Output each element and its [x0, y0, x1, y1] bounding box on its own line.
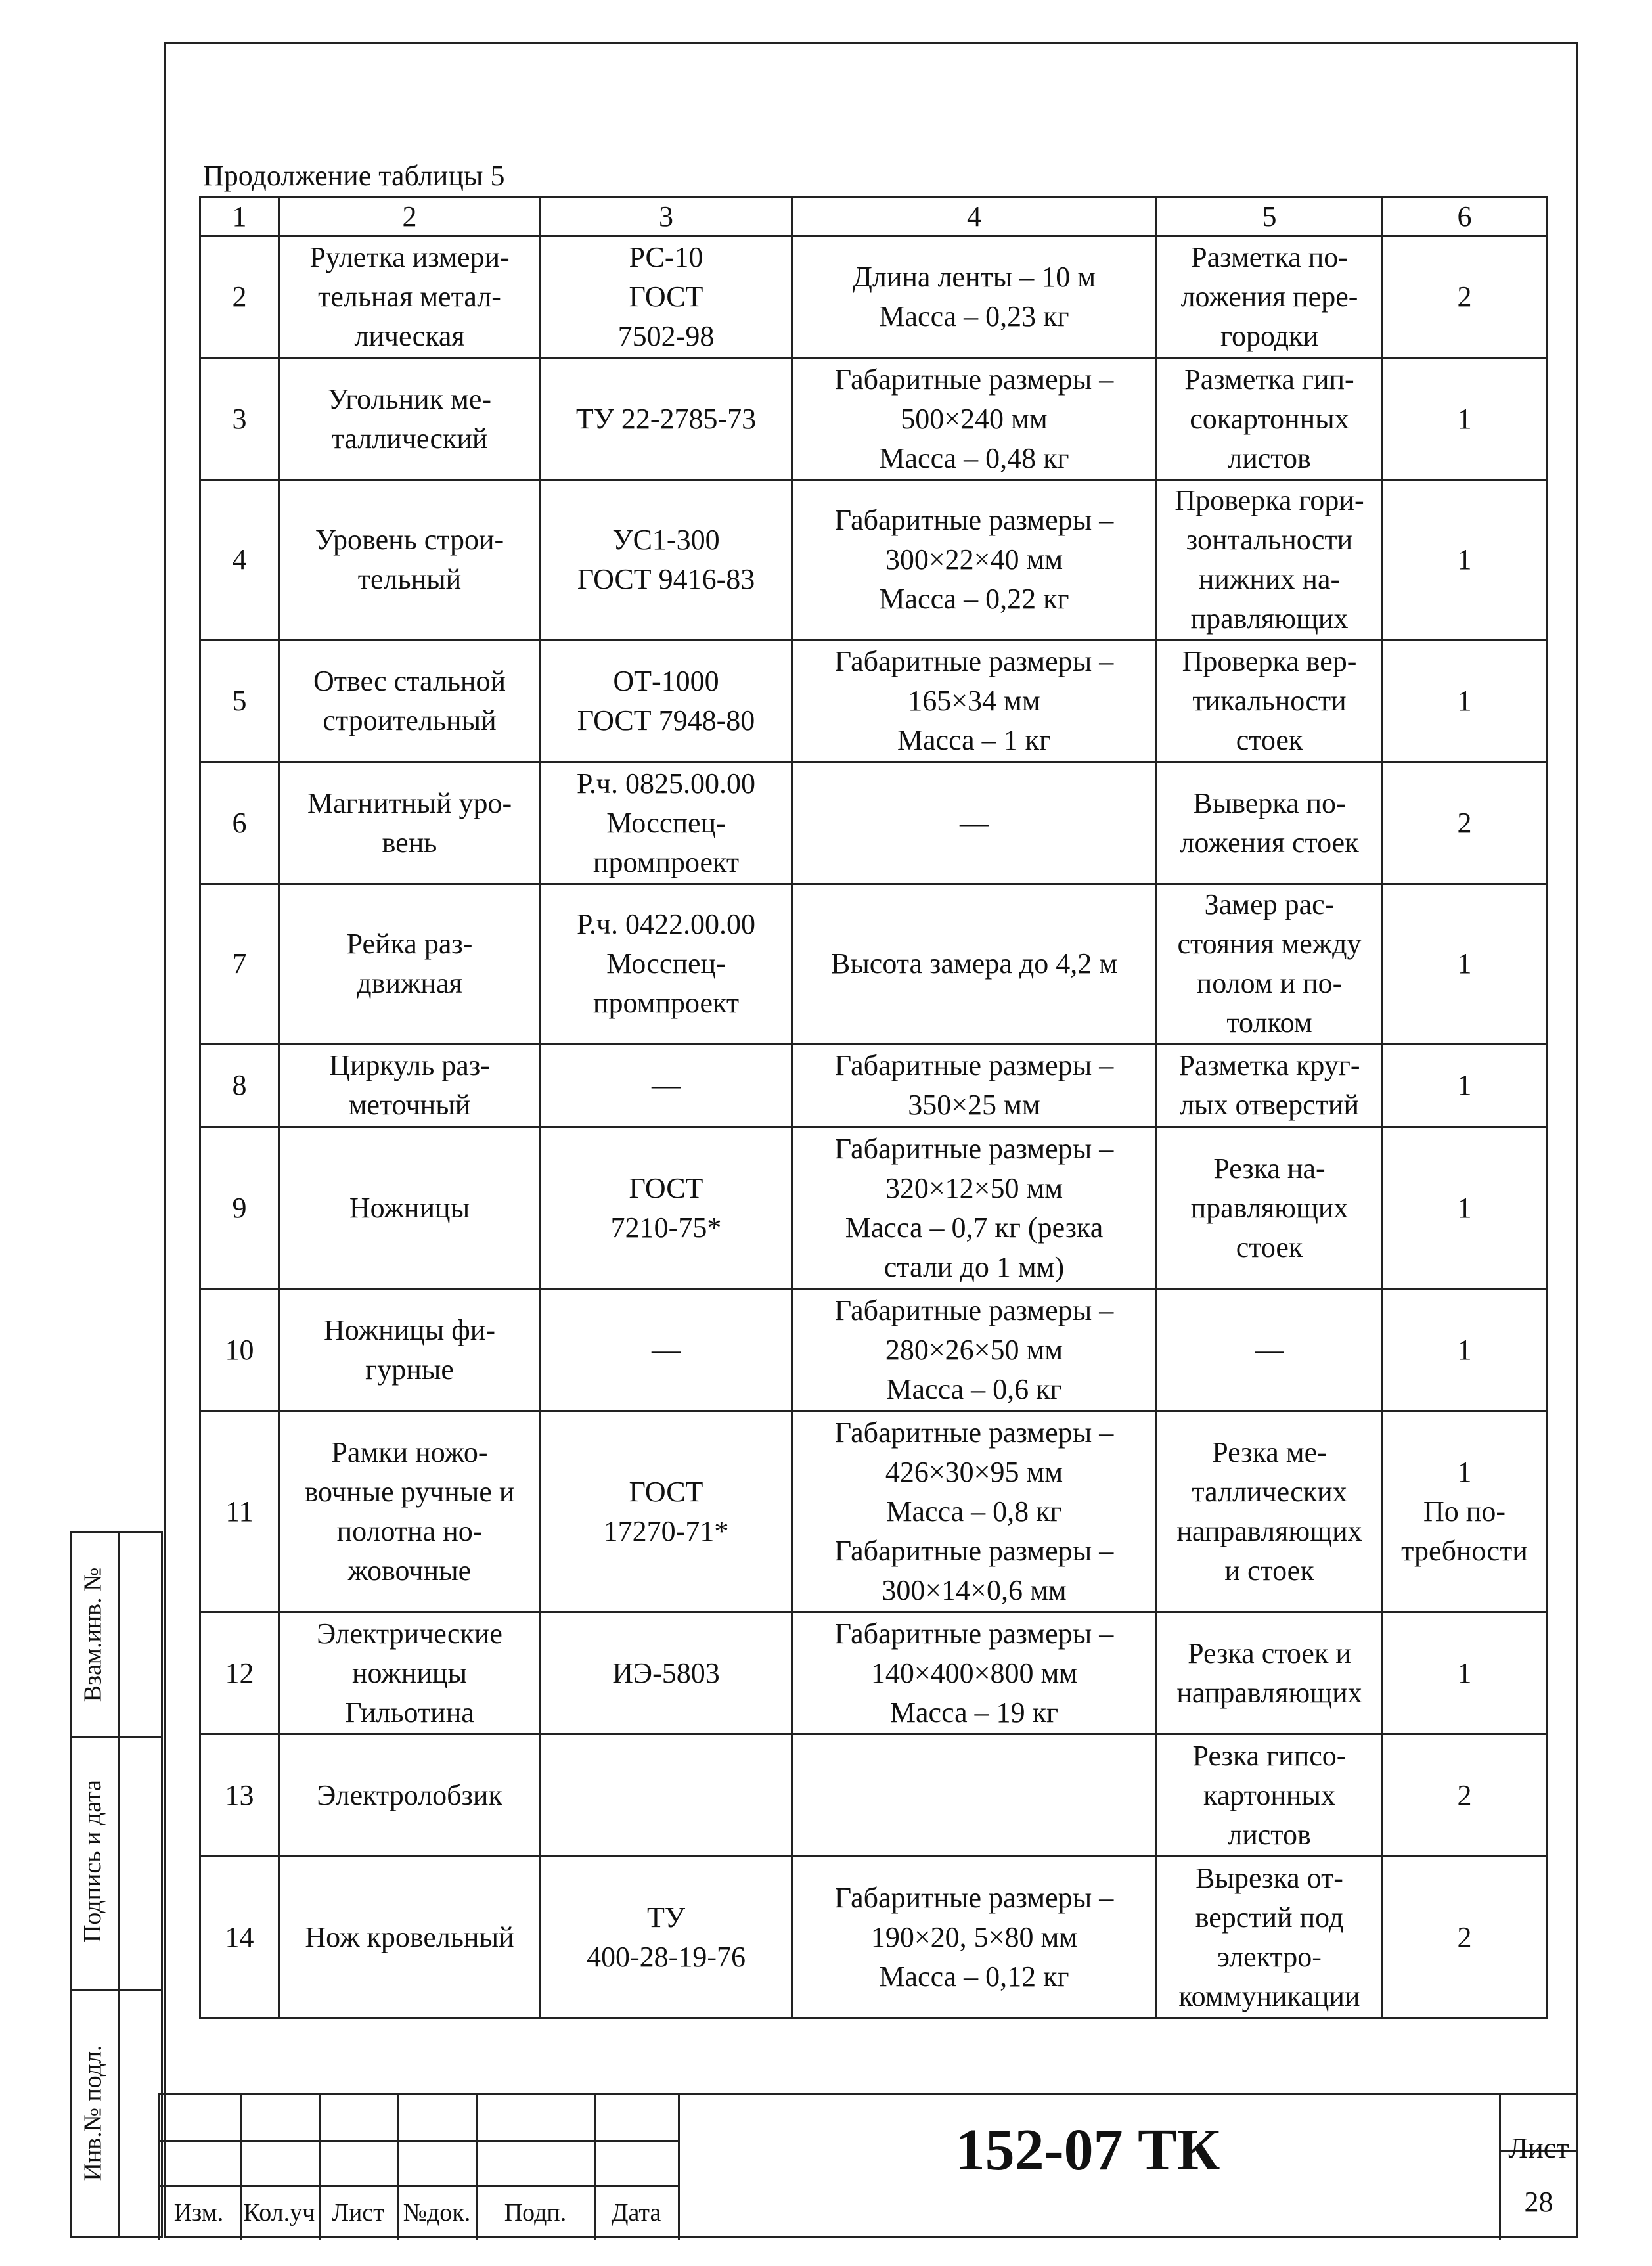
cell-text-line: тикальности: [1192, 684, 1347, 717]
cell-text-line: Габаритные размеры –: [834, 1534, 1114, 1567]
cell-text-line: Резка на-: [1213, 1152, 1326, 1185]
cell-text-line: листов: [1228, 442, 1311, 474]
cell-text-line: —: [652, 1069, 681, 1101]
cell-text-line: 7502-98: [617, 320, 715, 352]
document-cell: [541, 1044, 792, 1127]
quantity-cell: [1383, 1857, 1547, 2018]
row-number-cell: 13: [200, 1734, 279, 1857]
quantity-cell: [1383, 480, 1547, 640]
document-cell: [541, 1612, 792, 1734]
cell-text-line: Нож кровельный: [305, 1920, 514, 1953]
cell-text-line: Масса – 1 кг: [897, 723, 1052, 756]
cell-text-line: направляющих: [1176, 1676, 1362, 1709]
cell-text-line: 1: [1457, 1333, 1472, 1366]
cell-text-line: ложения стоек: [1180, 826, 1359, 859]
document-cell: [541, 640, 792, 762]
purpose-cell: [1157, 237, 1383, 358]
cell-text-line: ГОСТ 9416-83: [577, 563, 755, 595]
cell-text-line: Габаритные размеры –: [834, 363, 1114, 396]
purpose-cell: [1157, 884, 1383, 1044]
specification-cell: [792, 1411, 1157, 1612]
cell-text-line: промпроект: [592, 987, 740, 1019]
cell-text-line: ИЭ-5803: [612, 1656, 720, 1689]
cell-text-line: стоек: [1236, 723, 1303, 756]
specification-cell: [792, 480, 1157, 640]
cell-text-line: городки: [1220, 320, 1318, 352]
cell-text-line: 2: [1457, 281, 1472, 313]
cell-text-line: Разметка круг-: [1178, 1049, 1360, 1081]
table-row: [200, 237, 1547, 358]
cell-text-line: Рулетка измери-: [309, 241, 510, 273]
tool-name-cell: [279, 1612, 541, 1734]
tool-name-cell: [279, 1411, 541, 1612]
specification-cell: [792, 237, 1157, 358]
cell-text-line: ГОСТ: [629, 1171, 703, 1204]
cell-text-line: ножницы: [351, 1656, 468, 1689]
cell-text-line: Масса – 0,12 кг: [879, 1960, 1069, 1993]
row-number-cell: 12: [200, 1612, 279, 1734]
cell-text-line: вочные ручные и: [304, 1475, 515, 1508]
cell-text-line: коммуникации: [1178, 1980, 1360, 2012]
original-inventory-label: Инв.№ подл.: [79, 2044, 107, 2181]
title-block-col-label: №док.: [403, 2199, 471, 2227]
column-header: 3: [541, 198, 792, 237]
row-number-cell: 7: [200, 884, 279, 1044]
cell-text-line: электро-: [1217, 1940, 1322, 1973]
table-row: [200, 480, 1547, 640]
row-number-cell: 11: [200, 1411, 279, 1612]
tool-name-cell: [279, 884, 541, 1044]
column-header: 1: [200, 198, 279, 237]
table-row: [200, 1044, 1547, 1127]
row-number-cell: 4: [200, 480, 279, 640]
cell-text-line: Резка ме-: [1212, 1436, 1327, 1468]
cell-text-line: Ножницы фи-: [324, 1313, 495, 1346]
row-number-cell: 3: [200, 358, 279, 480]
purpose-cell: [1157, 358, 1383, 480]
cell-text-line: Длина ленты – 10 м: [852, 261, 1096, 293]
cell-text-line: Рейка раз-: [346, 928, 473, 960]
document-cell: [541, 1411, 792, 1612]
title-block-col-label: Дата: [611, 2199, 661, 2227]
signature-date-label: Подпись и дата: [79, 1779, 107, 1943]
purpose-cell: [1157, 1127, 1383, 1289]
specification-cell: [792, 1857, 1157, 2018]
specification-cell: [792, 1289, 1157, 1411]
document-cell: [541, 762, 792, 884]
cell-text-line: таллических: [1192, 1475, 1347, 1508]
cell-text-line: ГОСТ: [629, 281, 703, 313]
cell-text-line: стоек: [1236, 1231, 1303, 1263]
cell-text-line: 2: [1457, 1920, 1472, 1953]
cell-text-line: 165×34 мм: [908, 684, 1040, 717]
purpose-cell: [1157, 1612, 1383, 1734]
cell-text-line: УС1-300: [612, 524, 720, 556]
replacement-inventory-label: Взам.инв. №: [79, 1567, 107, 1702]
cell-text-line: движная: [357, 967, 462, 999]
cell-text-line: направляющих: [1176, 1514, 1362, 1547]
purpose-cell: [1157, 1857, 1383, 2018]
cell-text-line: 1: [1457, 684, 1472, 717]
tool-name-cell: [279, 358, 541, 480]
table-row: [200, 1289, 1547, 1411]
cell-text-line: тельная метал-: [318, 281, 501, 313]
cell-text-line: Мосспец-: [606, 947, 726, 980]
tool-name-cell: [279, 480, 541, 640]
cell-text-line: 2: [1457, 1779, 1472, 1811]
cell-text-line: зонтальности: [1186, 524, 1353, 556]
tool-name-cell: [279, 237, 541, 358]
cell-text-line: 140×400×800 мм: [870, 1656, 1078, 1689]
cell-text-line: Резка гипсо-: [1192, 1739, 1347, 1772]
cell-text-line: 1: [1457, 1656, 1472, 1689]
cell-text-line: меточный: [348, 1089, 471, 1121]
cell-text-line: 350×25 мм: [908, 1089, 1040, 1121]
cell-text-line: Р.ч. 0825.00.00: [576, 767, 756, 800]
row-number-cell: 14: [200, 1857, 279, 2018]
specification-cell: [792, 358, 1157, 480]
cell-text-line: Магнитный уро-: [307, 786, 512, 819]
cell-text-line: По по-: [1423, 1495, 1506, 1528]
cell-text-line: Выверка по-: [1193, 786, 1346, 819]
table-row: [200, 1411, 1547, 1612]
cell-text-line: правляющих: [1190, 1191, 1349, 1224]
cell-text-line: Угольник ме-: [327, 382, 492, 415]
purpose-cell: [1157, 640, 1383, 762]
cell-text-line: лическая: [354, 320, 465, 352]
cell-text-line: 2: [1457, 806, 1472, 839]
cell-text-line: ТУ 22-2785-73: [575, 402, 757, 435]
cell-text-line: Габаритные размеры –: [834, 1617, 1114, 1650]
cell-text-line: 400-28-19-76: [587, 1940, 746, 1973]
cell-text-line: толком: [1226, 1007, 1312, 1039]
cell-text-line: 1: [1457, 402, 1472, 435]
cell-text-line: Вырезка от-: [1195, 1861, 1343, 1894]
cell-text-line: Электрические: [317, 1617, 502, 1650]
document-cell: [541, 237, 792, 358]
cell-text-line: ложения пере-: [1180, 281, 1358, 313]
cell-text-line: требности: [1401, 1534, 1528, 1567]
purpose-cell: [1157, 1289, 1383, 1411]
purpose-cell: [1157, 1734, 1383, 1857]
cell-text-line: сокартонных: [1190, 402, 1349, 435]
cell-text-line: Масса – 0,6 кг: [886, 1372, 1062, 1405]
column-header: 2: [279, 198, 541, 237]
quantity-cell: [1383, 1127, 1547, 1289]
cell-text-line: 17270-71*: [603, 1514, 729, 1547]
cell-text-line: 1: [1457, 1069, 1472, 1101]
cell-text-line: 1: [1457, 947, 1472, 980]
cell-text-line: таллический: [331, 422, 488, 455]
table-row: [200, 358, 1547, 480]
cell-text-line: Габаритные размеры –: [834, 1294, 1114, 1326]
column-header: 5: [1157, 198, 1383, 237]
cell-text-line: промпроект: [592, 846, 740, 878]
equipment-table: [199, 196, 1548, 2019]
cell-text-line: верстий под: [1195, 1901, 1344, 1934]
cell-text-line: Резка стоек и: [1188, 1637, 1351, 1669]
cell-text-line: Ножницы: [349, 1191, 470, 1224]
cell-text-line: 280×26×50 мм: [885, 1333, 1063, 1366]
cell-text-line: 300×22×40 мм: [885, 543, 1063, 576]
quantity-cell: [1383, 1044, 1547, 1127]
cell-text-line: Габаритные размеры –: [834, 1416, 1114, 1449]
cell-text-line: Электролобзик: [317, 1779, 502, 1811]
row-number-cell: 9: [200, 1127, 279, 1289]
specification-cell: [792, 762, 1157, 884]
cell-text-line: 300×14×0,6 мм: [882, 1574, 1067, 1606]
cell-text-line: лых отверстий: [1179, 1089, 1360, 1121]
table-row: [200, 1127, 1547, 1289]
cell-text-line: 500×240 мм: [901, 402, 1048, 435]
quantity-cell: [1383, 1734, 1547, 1857]
quantity-cell: [1383, 762, 1547, 884]
cell-text-line: Мосспец-: [606, 806, 726, 839]
quantity-cell: [1383, 640, 1547, 762]
row-number-cell: 8: [200, 1044, 279, 1127]
quantity-cell: [1383, 358, 1547, 480]
document-cell: [541, 480, 792, 640]
row-number-cell: 10: [200, 1289, 279, 1411]
table-row: [200, 1857, 1547, 2018]
cell-text-line: стали до 1 мм): [883, 1250, 1065, 1283]
sheet-number: 28: [1524, 2186, 1553, 2218]
cell-text-line: 426×30×95 мм: [885, 1455, 1063, 1488]
table-caption: Продолжение таблицы 5: [203, 160, 505, 192]
cell-text-line: Масса – 0,23 кг: [879, 300, 1069, 332]
table-row: [200, 762, 1547, 884]
cell-text-line: —: [960, 806, 989, 839]
quantity-cell: [1383, 884, 1547, 1044]
cell-text-line: —: [652, 1333, 681, 1366]
cell-text-line: Габаритные размеры –: [834, 504, 1114, 536]
tool-name-cell: [279, 640, 541, 762]
cell-text-line: стояния между: [1177, 928, 1362, 960]
cell-text-line: Р.ч. 0422.00.00: [576, 908, 756, 940]
cell-text-line: Габаритные размеры –: [834, 645, 1114, 677]
title-block-col-label: Изм.: [173, 2199, 224, 2227]
column-header: 6: [1383, 198, 1547, 237]
specification-cell: [792, 640, 1157, 762]
cell-text-line: строительный: [323, 704, 497, 736]
tool-name-cell: [279, 1734, 541, 1857]
cell-text-line: ОТ-1000: [613, 664, 719, 697]
cell-text-line: полотна но-: [336, 1514, 483, 1547]
cell-text-line: 1: [1457, 543, 1472, 576]
cell-text-line: 190×20, 5×80 мм: [870, 1920, 1078, 1953]
quantity-cell: [1383, 1612, 1547, 1734]
document-cell: [541, 884, 792, 1044]
cell-text-line: Циркуль раз-: [329, 1049, 490, 1081]
document-cell: [541, 1857, 792, 2018]
cell-text-line: Масса – 19 кг: [889, 1696, 1059, 1729]
purpose-cell: [1157, 480, 1383, 640]
table-row: [200, 640, 1547, 762]
cell-text-line: жовочные: [347, 1554, 472, 1587]
table-row: [200, 884, 1547, 1044]
cell-text-line: листов: [1228, 1818, 1311, 1851]
cell-text-line: 7210-75*: [610, 1211, 722, 1244]
row-number-cell: 6: [200, 762, 279, 884]
title-block-col-label: Лист: [332, 2199, 384, 2227]
cell-text-line: Масса – 0,7 кг (резка: [845, 1211, 1104, 1244]
specification-cell: [792, 1127, 1157, 1289]
quantity-cell: [1383, 237, 1547, 358]
cell-text-line: Разметка гип-: [1184, 363, 1354, 396]
tool-name-cell: [279, 1857, 541, 2018]
document-cell: [541, 1127, 792, 1289]
purpose-cell: [1157, 1044, 1383, 1127]
cell-text-line: Масса – 0,22 кг: [879, 583, 1069, 615]
cell-text-line: Масса – 0,8 кг: [886, 1495, 1062, 1528]
cell-text-line: Габаритные размеры –: [834, 1881, 1114, 1914]
document-cell: [541, 1734, 792, 1857]
sheet-label: Лист: [1508, 2132, 1569, 2164]
row-number-cell: 5: [200, 640, 279, 762]
purpose-cell: [1157, 762, 1383, 884]
cell-text-line: Масса – 0,48 кг: [879, 442, 1069, 474]
tool-name-cell: [279, 1044, 541, 1127]
cell-text-line: Разметка по-: [1191, 241, 1348, 273]
cell-text-line: Проверка вер-: [1182, 645, 1357, 677]
cell-text-line: Габаритные размеры –: [834, 1132, 1114, 1165]
table-row: [200, 1734, 1547, 1857]
cell-text-line: Уровень строи-: [315, 524, 504, 556]
title-block-col-label: Кол.уч: [243, 2199, 315, 2227]
cell-text-line: ГОСТ 7948-80: [577, 704, 755, 736]
tool-name-cell: [279, 1289, 541, 1411]
cell-text-line: Габаритные размеры –: [834, 1049, 1114, 1081]
cell-text-line: Гильотина: [345, 1696, 474, 1729]
cell-text-line: тельный: [357, 563, 462, 595]
cell-text-line: 1: [1457, 1455, 1472, 1488]
cell-text-line: правляющих: [1190, 602, 1349, 635]
purpose-cell: [1157, 1411, 1383, 1612]
title-block-col-label: Подп.: [504, 2199, 567, 2227]
cell-text-line: Замер рас-: [1204, 888, 1335, 920]
specification-cell: [792, 1734, 1157, 1857]
cell-text-line: 1: [1457, 1191, 1472, 1224]
cell-text-line: картонных: [1203, 1779, 1335, 1811]
cell-text-line: полом и по-: [1196, 967, 1343, 999]
specification-cell: [792, 884, 1157, 1044]
cell-text-line: Проверка гори-: [1174, 484, 1364, 516]
column-header: 4: [792, 198, 1157, 237]
specification-cell: [792, 1044, 1157, 1127]
cell-text-line: и стоек: [1224, 1554, 1314, 1587]
cell-text-line: ТУ: [646, 1901, 686, 1934]
document-cell: [541, 358, 792, 480]
document-code: 152-07 ТК: [955, 2118, 1220, 2183]
cell-text-line: —: [1255, 1333, 1284, 1366]
cell-text-line: Отвес стальной: [313, 664, 506, 697]
cell-text-line: гурные: [365, 1353, 454, 1386]
cell-text-line: нижних на-: [1198, 563, 1341, 595]
specification-cell: [792, 1612, 1157, 1734]
table-row: [200, 1612, 1547, 1734]
row-number-cell: 2: [200, 237, 279, 358]
cell-text-line: РС-10: [629, 241, 703, 273]
cell-text-line: ГОСТ: [629, 1475, 703, 1508]
tool-name-cell: [279, 762, 541, 884]
cell-text-line: вень: [382, 826, 437, 859]
document-cell: [541, 1289, 792, 1411]
cell-text-line: 320×12×50 мм: [885, 1171, 1063, 1204]
tool-name-cell: [279, 1127, 541, 1289]
quantity-cell: [1383, 1289, 1547, 1411]
cell-text-line: Рамки ножо-: [331, 1436, 488, 1468]
table-header-row: [200, 198, 1547, 237]
quantity-cell: [1383, 1411, 1547, 1612]
cell-text-line: Высота замера до 4,2 м: [830, 947, 1118, 980]
